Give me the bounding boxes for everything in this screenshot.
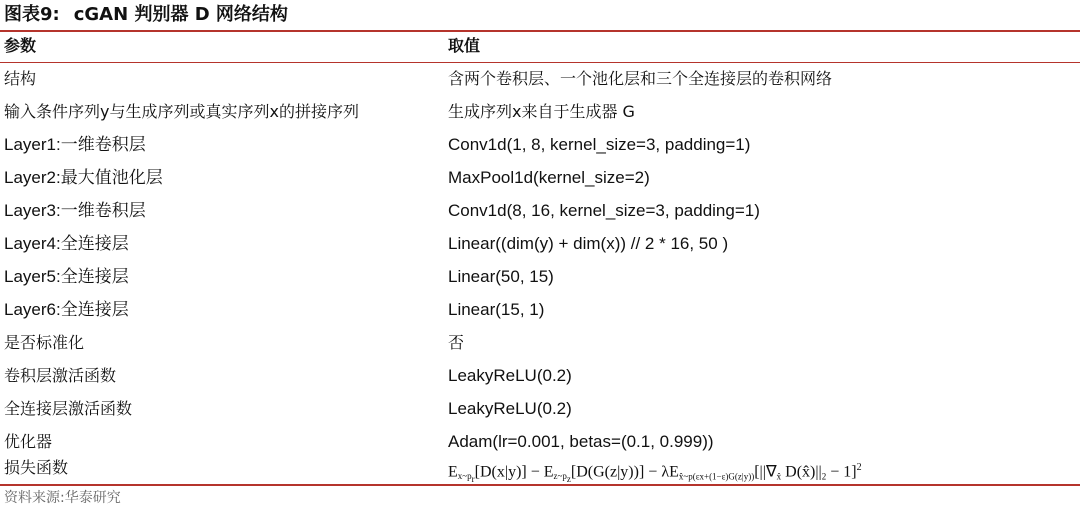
- table-bottom-rule: [0, 484, 1080, 486]
- table-row: [0, 194, 1080, 227]
- cell-value: LeakyReLU(0.2): [448, 399, 572, 418]
- cell-param: Layer1:一维卷积层: [4, 135, 146, 154]
- cell-value: Adam(lr=0.001, betas=(0.1, 0.999)): [448, 432, 714, 451]
- cell-param: 是否标准化: [4, 333, 85, 352]
- loss-formula: $E_{x\sim p_r}[D(x|y)] - E_{z\sim p_z}[D(G(z|y))] - \lambda E_{x̂\sim p(\varepsilon x+(1-\varepsilon)G(z|y))}[||\nabla_{x̂}$ $D(x̂)||_2 - 1]^2$: [448, 462, 862, 485]
- cell-param: 卷积层激活函数: [4, 366, 117, 385]
- table-row: [0, 260, 1080, 293]
- figure-label: 图表9:: [4, 4, 60, 25]
- table-row: [0, 293, 1080, 326]
- cell-param: 结构: [4, 69, 37, 88]
- cell-param: 全连接层激活函数: [4, 399, 133, 418]
- cell-param: 损失函数: [4, 458, 69, 477]
- cell-param: 优化器: [4, 432, 53, 451]
- cell-param: Layer5:全连接层: [4, 267, 129, 286]
- cell-param: Layer4:全连接层: [4, 234, 129, 253]
- table-row: [0, 227, 1080, 260]
- figure-title: [4, 2, 288, 28]
- cell-value: LeakyReLU(0.2): [448, 366, 572, 385]
- cell-value: Linear(15, 1): [448, 300, 545, 319]
- cell-param: Layer6:全连接层: [4, 300, 129, 319]
- cell-param: Layer3:一维卷积层: [4, 201, 146, 220]
- cell-value: 否: [448, 333, 465, 352]
- header-param: 参数: [4, 36, 37, 55]
- table-row: [0, 326, 1080, 359]
- table-row: [0, 62, 1080, 95]
- table-row: [0, 392, 1080, 425]
- table-row: [0, 359, 1080, 392]
- cell-value: Linear((dim(y) + dim(x)) // 2 * 16, 50 ): [448, 234, 729, 253]
- cell-value: 生成序列x来自于生成器 G: [448, 102, 635, 121]
- cell-param: 输入条件序列y与生成序列或真实序列x的拼接序列: [4, 102, 359, 121]
- cell-value: MaxPool1d(kernel_size=2): [448, 168, 650, 187]
- cell-value: Conv1d(8, 16, kernel_size=3, padding=1): [448, 201, 760, 220]
- source-note: 资料来源:华泰研究: [4, 490, 121, 506]
- cell-value: 含两个卷积层、一个池化层和三个全连接层的卷积网络: [448, 69, 833, 88]
- cell-value: Linear(50, 15): [448, 267, 554, 286]
- table-row: [0, 451, 1080, 484]
- table-row: [0, 161, 1080, 194]
- figure-name: cGAN 判别器 D 网络结构: [73, 4, 288, 25]
- table-row: [0, 95, 1080, 128]
- cell-param: Layer2:最大值池化层: [4, 168, 163, 187]
- header-value: 取值: [448, 36, 481, 55]
- cell-value: Conv1d(1, 8, kernel_size=3, padding=1): [448, 135, 751, 154]
- table-row: [0, 128, 1080, 161]
- table-header-row: [0, 29, 1080, 62]
